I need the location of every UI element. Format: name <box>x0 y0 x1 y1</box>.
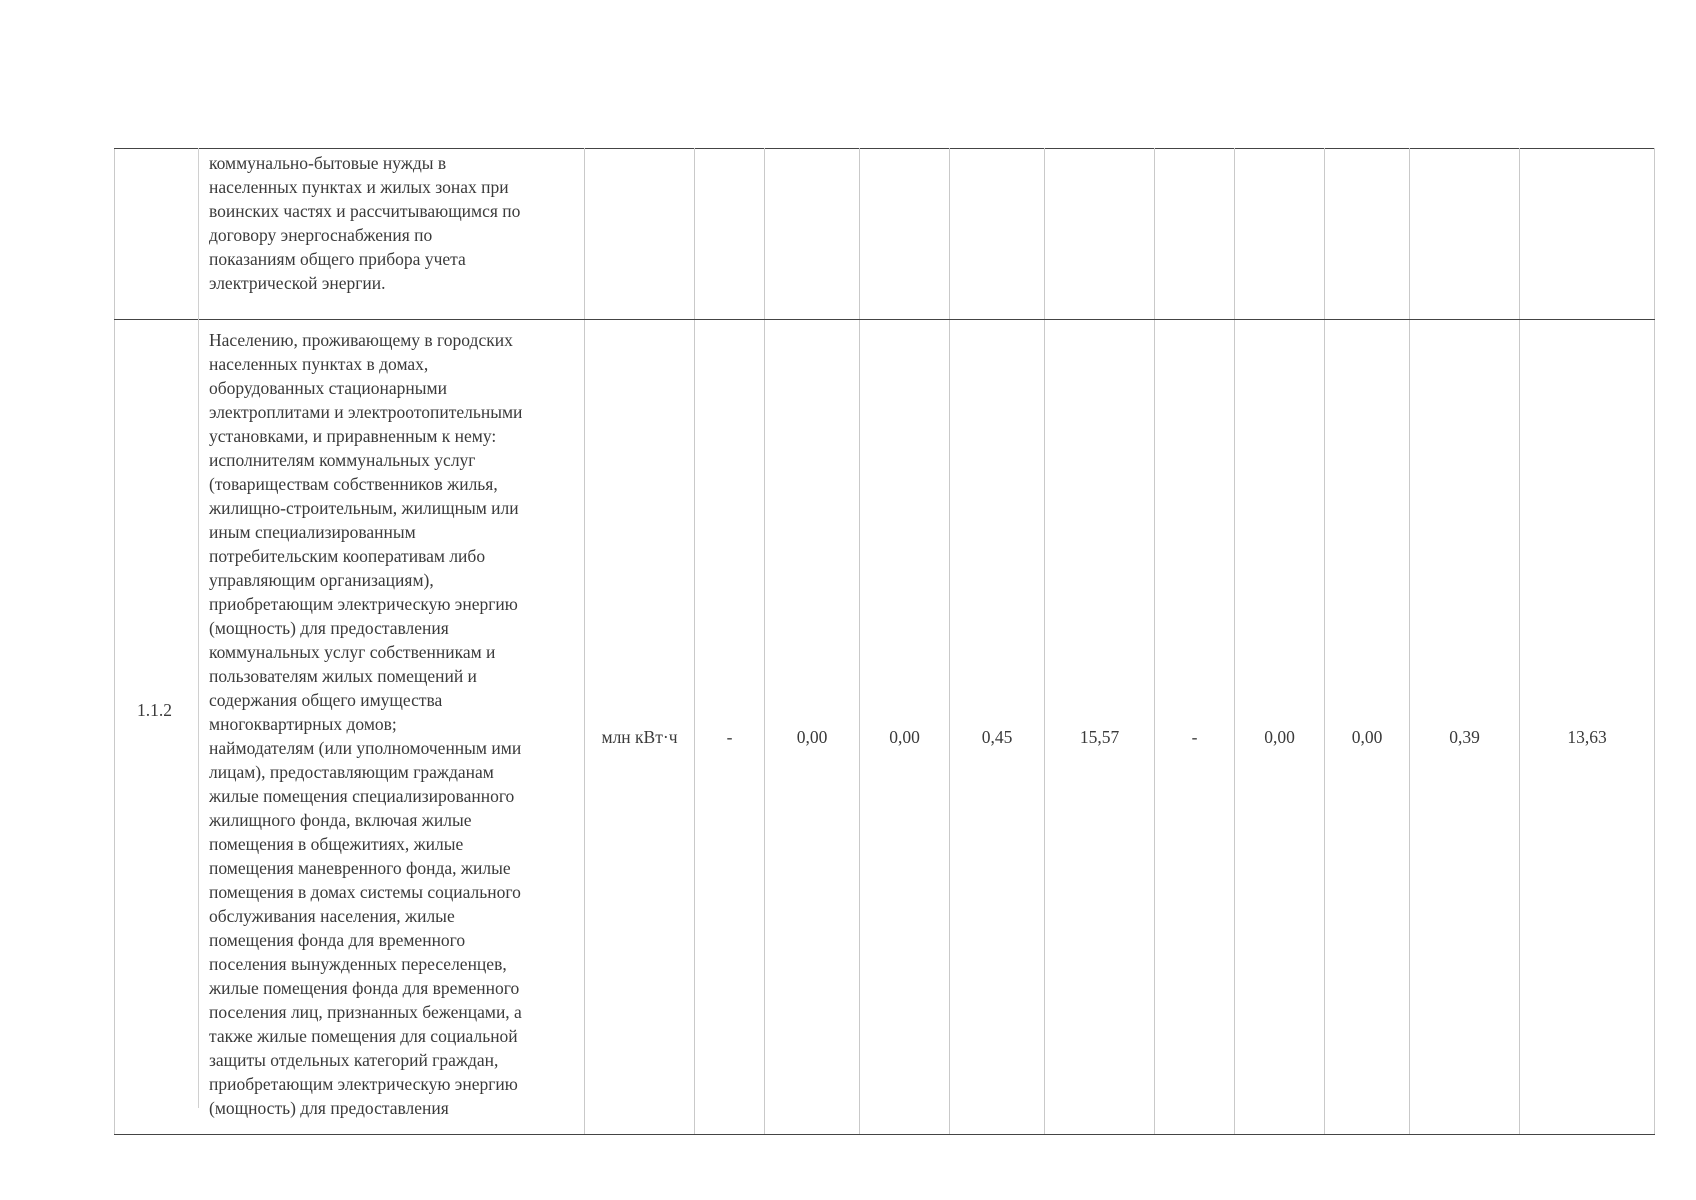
table-row <box>115 149 1655 320</box>
row-code: 1.1.2 <box>137 700 172 720</box>
value-cell: - <box>1155 320 1235 1135</box>
unit-cell: млн кВт·ч <box>585 320 695 1135</box>
row-description <box>115 149 585 320</box>
description-line: защиты отдельных категорий граждан, <box>209 1050 499 1070</box>
description-line: пользователям жилых помещений и <box>209 666 477 686</box>
description-line: исполнителям коммунальных услуг <box>209 450 476 470</box>
description-line: помещения фонда для временного <box>209 930 466 950</box>
description-line: жилые помещения специализированного <box>209 786 515 806</box>
column-divider <box>198 148 199 1108</box>
description-line: установками, и приравненным к нему: <box>209 426 497 446</box>
description-line: поселения вынужденных переселенцев, <box>209 954 507 974</box>
description-line: жилищно-строительным, жилищным или <box>209 498 519 518</box>
value-cell <box>695 149 765 320</box>
description-line: лицам), предоставляющим гражданам <box>209 762 494 782</box>
value-cell: 0,39 <box>1410 320 1520 1135</box>
description-line: содержания общего имущества <box>209 690 443 710</box>
description-line: договору энергоснабжения по <box>209 225 433 245</box>
description-line: наймодателям (или уполномоченным ими <box>209 738 522 758</box>
description-line: населенных пунктах в домах, <box>209 354 429 374</box>
value-cell: 0,00 <box>1235 320 1325 1135</box>
description-line: приобретающим электрическую энергию <box>209 594 518 614</box>
description-line: электрической энергии. <box>209 273 386 293</box>
value-cell: 0,00 <box>860 320 950 1135</box>
value-cell <box>1410 149 1520 320</box>
value-cell <box>1045 149 1155 320</box>
value-cell: 15,57 <box>1045 320 1155 1135</box>
unit-cell <box>585 149 695 320</box>
value-cell: - <box>695 320 765 1135</box>
description-line: потребительским кооперативам либо <box>209 546 486 566</box>
value-cell: 0,00 <box>765 320 860 1135</box>
row-description <box>115 320 585 1135</box>
value-cell <box>950 149 1045 320</box>
description-line: Населению, проживающему в городских <box>209 330 513 350</box>
value-cell <box>860 149 950 320</box>
description-line: (мощность) для предоставления <box>209 1098 449 1118</box>
description-line: помещения в домах системы социального <box>209 882 521 902</box>
value-cell <box>1155 149 1235 320</box>
description-line: коммунально-бытовые нужды в <box>209 153 447 173</box>
table-row <box>115 320 1655 1135</box>
value-cell <box>1520 149 1655 320</box>
description-line: показаниям общего прибора учета <box>209 249 466 269</box>
value-cell <box>765 149 860 320</box>
description-line: (товариществам собственников жилья, <box>209 474 498 494</box>
description-line: поселения лиц, признанных беженцами, а <box>209 1002 522 1022</box>
description-line: приобретающим электрическую энергию <box>209 1074 518 1094</box>
value-cell: 13,63 <box>1520 320 1655 1135</box>
description-line: иным специализированным <box>209 522 416 542</box>
tariff-table <box>114 148 1655 1135</box>
description-line: жилые помещения фонда для временного <box>209 978 520 998</box>
value-cell: 0,45 <box>950 320 1045 1135</box>
description-line: многоквартирных домов; <box>209 714 397 734</box>
description-line: управляющим организациям), <box>209 570 434 590</box>
value-cell: 0,00 <box>1325 320 1410 1135</box>
value-cell <box>1235 149 1325 320</box>
description-line: электроплитами и электроотопительными <box>209 402 523 422</box>
description-line: также жилые помещения для социальной <box>209 1026 518 1046</box>
description-line: коммунальных услуг собственникам и <box>209 642 496 662</box>
description-line: помещения в общежитиях, жилые <box>209 834 464 854</box>
description-line: помещения маневренного фонда, жилые <box>209 858 511 878</box>
description-line: воинских частях и рассчитывающимся по <box>209 201 521 221</box>
description-line: обслуживания населения, жилые <box>209 906 455 926</box>
description-line: населенных пунктах и жилых зонах при <box>209 177 509 197</box>
description-line: жилищного фонда, включая жилые <box>209 810 472 830</box>
value-cell <box>1325 149 1410 320</box>
description-line: оборудованных стационарными <box>209 378 447 398</box>
description-line: (мощность) для предоставления <box>209 618 449 638</box>
